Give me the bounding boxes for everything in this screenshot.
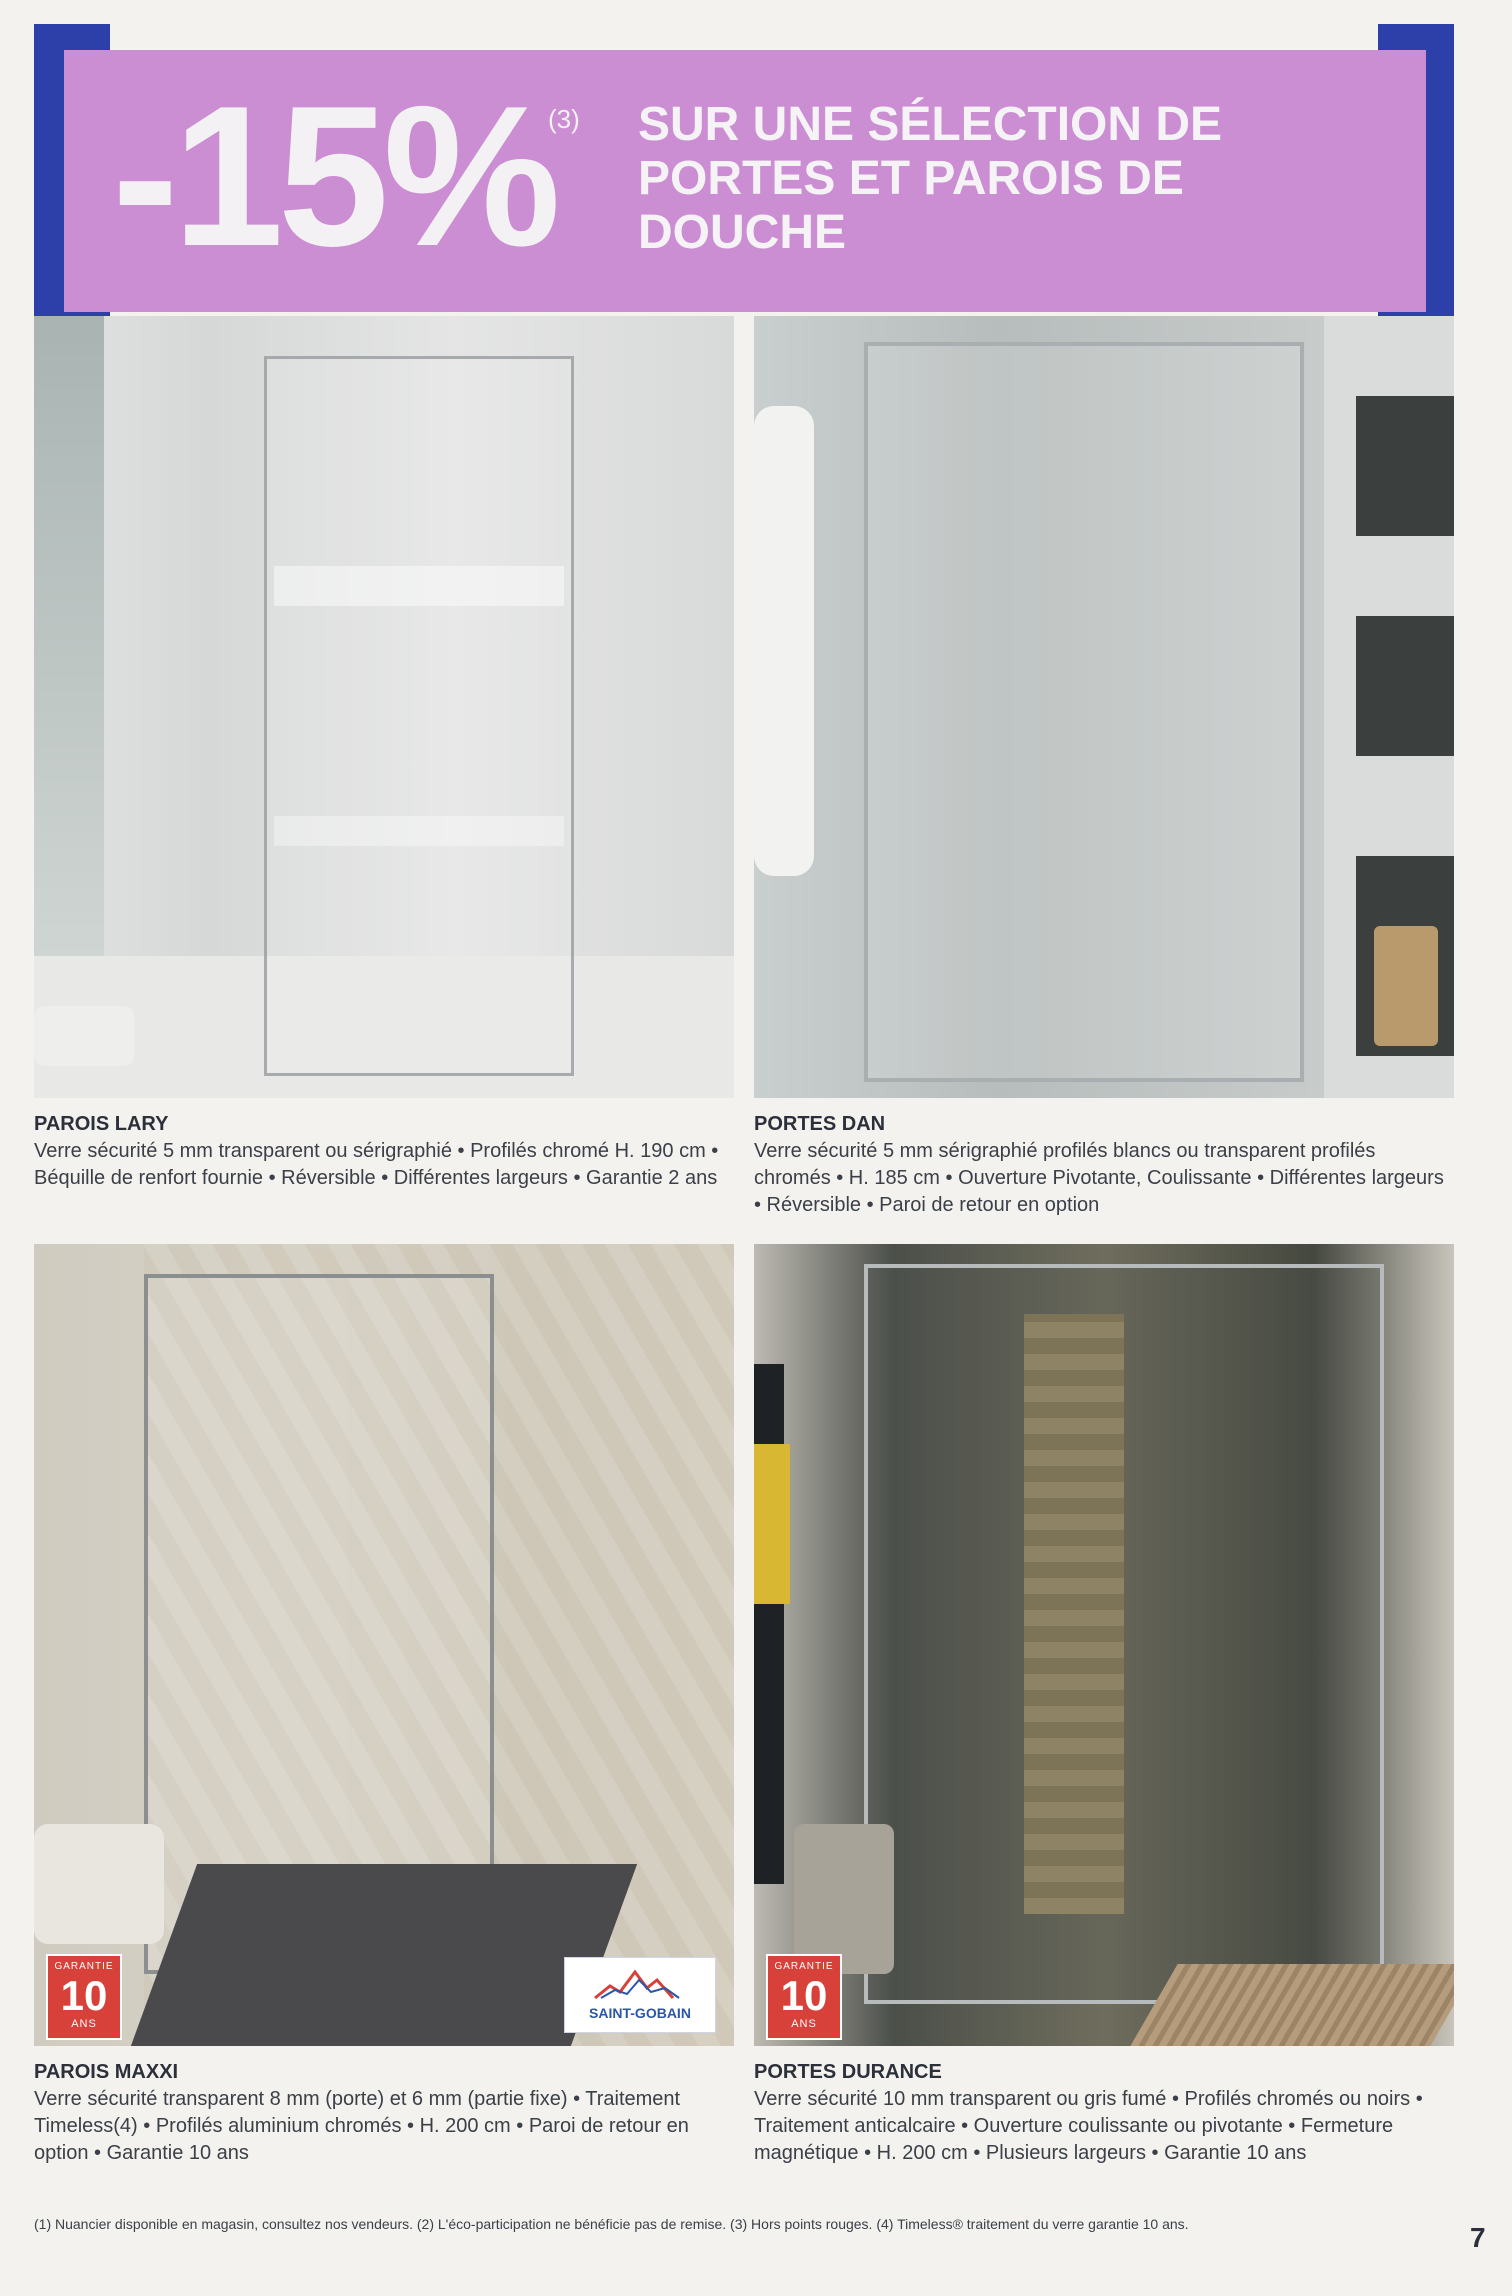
product-name-dan: PORTES DAN	[754, 1113, 886, 1135]
badge-label: GARANTIE	[54, 1961, 114, 1972]
badge-unit: ANS	[791, 2018, 817, 2030]
badge-number: 10	[780, 1972, 828, 2019]
photo-portes-dan	[754, 316, 1454, 1098]
shower-tray	[131, 1864, 637, 2046]
product-name-durance: PORTES DURANCE	[754, 2061, 942, 2083]
shelf-niche	[1356, 396, 1454, 536]
badge-number: 10	[60, 1972, 108, 2019]
guarantee-badge	[766, 1954, 842, 2040]
saint-gobain-logo	[564, 1957, 716, 2033]
product-desc-maxxi: Verre sécurité transparent 8 mm (porte) et 6 mm (partie fixe) • Traitement Timeless(4) • Profilés aluminium chromés • H. 200 cm • Paroi de retour en option • Garantie 10 ans	[34, 2088, 689, 2164]
mosaic-panel	[1024, 1314, 1124, 1914]
serigraphy-band	[274, 566, 564, 606]
window-shape	[34, 316, 104, 956]
product-name-maxxi: PAROIS MAXXI	[34, 2061, 179, 2083]
photo-portes-durance	[754, 1244, 1454, 2046]
glass-enclosure	[864, 1264, 1384, 2004]
bathrobe-shape	[754, 406, 814, 876]
product-name-lary: PAROIS LARY	[34, 1113, 169, 1135]
towel-radiator	[754, 1364, 784, 1884]
product-desc-dan: Verre sécurité 5 mm sérigraphié profilés blancs ou transparent profilés chromés • H. 185 cm • Ouverture Pivotante, Coulissante • Différentes largeurs • Réversible • Paroi de retour en option	[754, 1140, 1444, 1216]
product-desc-lary: Verre sécurité 5 mm transparent ou sérigraphié • Profilés chromé H. 190 cm • Béquille de renfort fournie • Réversible • Différentes largeurs • Garantie 2 ans	[34, 1140, 719, 1189]
product-desc-durance: Verre sécurité 10 mm transparent ou gris fumé • Profilés chromés ou noirs • Traitement anticalcaire • Ouverture coulissante ou pivotante • Fermeture magnétique • H. 200 cm • Plusieurs largeurs • Garantie 10 ans	[754, 2088, 1423, 2164]
photo-parois-maxxi	[34, 1244, 734, 2046]
badge-unit: ANS	[71, 2018, 97, 2030]
promo-discount-ref: (3)	[548, 104, 580, 134]
glass-panel	[264, 356, 574, 1076]
towel-shape	[34, 1824, 164, 1944]
promo-banner	[64, 50, 1426, 312]
badge-label: GARANTIE	[774, 1961, 834, 1972]
promo-discount: -15%	[112, 65, 555, 288]
bath-mat	[1130, 1964, 1454, 2046]
brand-logo-text: SAINT-GOBAIN	[589, 2005, 691, 2021]
stool-shape	[34, 1006, 134, 1066]
basket-shape	[1374, 926, 1438, 1046]
page-number: 7	[1470, 2222, 1486, 2253]
serigraphy-band	[274, 816, 564, 846]
guarantee-badge	[46, 1954, 122, 2040]
laundry-basket	[794, 1824, 894, 1974]
photo-parois-lary	[34, 316, 734, 1098]
footnote: (1) Nuancier disponible en magasin, consultez nos vendeurs. (2) L'éco-participation ne bénéficie pas de remise. (3) Hors points rouges. (4) Timeless® traitement du verre garantie 10 ans.	[34, 2216, 1189, 2232]
shelf-niche	[1356, 616, 1454, 756]
promo-headline: SUR UNE SÉLECTION DE PORTES ET PAROIS DE DOUCHE	[638, 98, 1223, 259]
yellow-towel	[754, 1444, 790, 1604]
sliding-door	[864, 342, 1304, 1082]
